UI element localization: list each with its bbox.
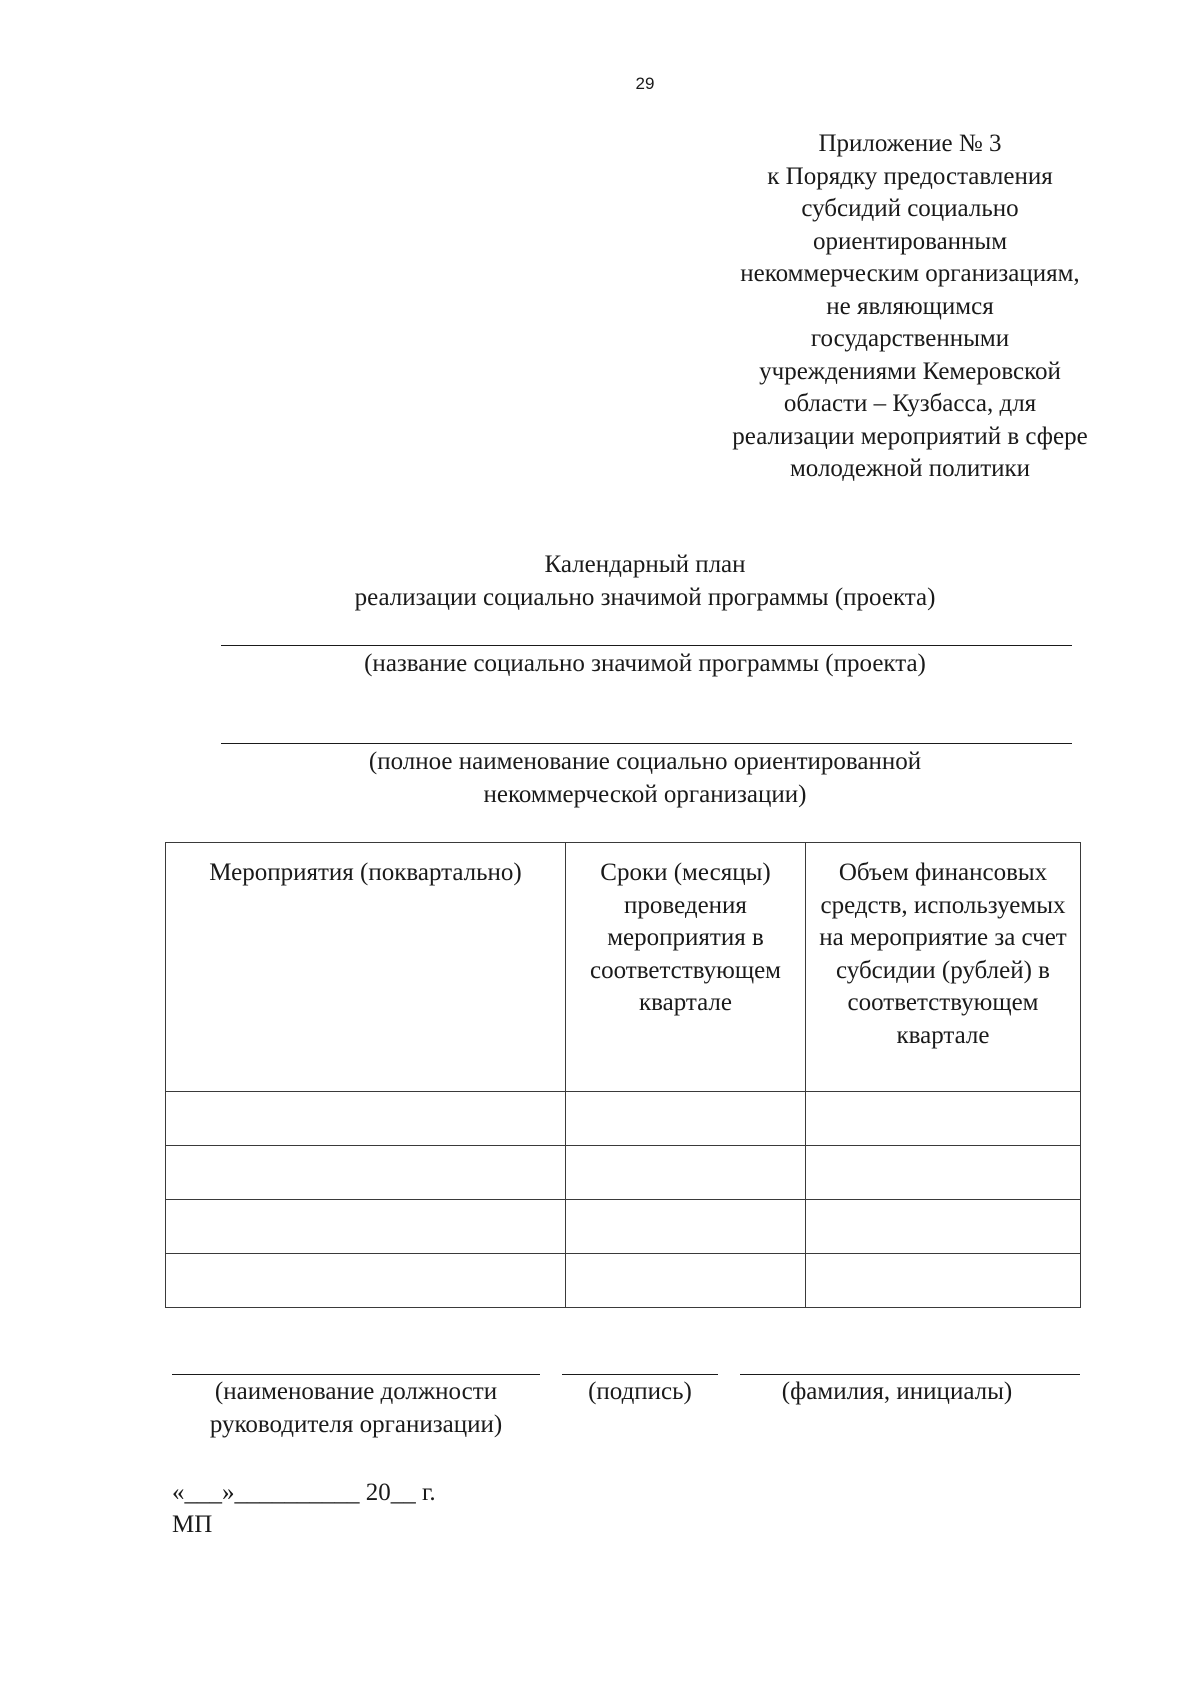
header-timing xyxy=(566,843,806,1092)
table-cell[interactable] xyxy=(166,1092,566,1146)
program-name-caption-text: (название социально значимой программы (проекта) xyxy=(364,650,926,677)
table-cell[interactable] xyxy=(806,1146,1081,1200)
header-funding-text: Объем финансовых средств, используемых на мероприятие за счет субсидии (рублей) в соответствующем квартале xyxy=(819,859,1067,1049)
table-row xyxy=(166,1200,1081,1254)
appendix-line: области – Кузбасса, для xyxy=(783,390,1037,417)
header-activities xyxy=(166,843,566,1092)
appendix-line: государственными xyxy=(810,325,1010,352)
position-fill-line[interactable] xyxy=(172,1374,540,1375)
table-row xyxy=(166,1092,1081,1146)
date-line[interactable]: «___»__________ 20__ г. xyxy=(172,1479,436,1506)
table-cell[interactable] xyxy=(166,1146,566,1200)
table-cell[interactable] xyxy=(166,1200,566,1254)
appendix-line: не являющимся xyxy=(826,292,994,320)
position-caption xyxy=(172,1376,540,1441)
table-cell[interactable] xyxy=(806,1254,1081,1308)
program-name-fill-line[interactable] xyxy=(221,645,1072,646)
table-header-row xyxy=(166,843,1081,1092)
organization-caption-line-2: некоммерческой организации) xyxy=(483,780,807,808)
organization-caption-line-1: (полное наименование социально ориентированной xyxy=(368,748,922,775)
header-funding xyxy=(806,843,1081,1092)
appendix-line: молодежной политики xyxy=(789,455,1031,482)
table-cell[interactable] xyxy=(566,1200,806,1254)
organization-name-caption xyxy=(0,746,1200,811)
name-caption xyxy=(727,1376,1067,1409)
appendix-line: ориентированным xyxy=(812,227,1008,255)
signature-caption-text: (подпись) xyxy=(588,1378,692,1405)
page-number: 29 xyxy=(635,74,655,93)
appendix-line: учреждениями Кемеровской xyxy=(759,357,1061,385)
organization-name-fill-line[interactable] xyxy=(221,743,1072,744)
name-caption-text: (фамилия, инициалы) xyxy=(781,1378,1013,1405)
appendix-heading xyxy=(700,128,1120,486)
table-cell[interactable] xyxy=(166,1254,566,1308)
appendix-line: к Порядку предоставления xyxy=(767,162,1053,190)
table-cell[interactable] xyxy=(806,1092,1081,1146)
appendix-line: Приложение № 3 xyxy=(818,130,1002,157)
table-cell[interactable] xyxy=(566,1092,806,1146)
signature-caption xyxy=(562,1376,718,1409)
header-timing-text: Сроки (месяцы) проведения мероприятия в соответствующем квартале xyxy=(590,859,781,1016)
table-cell[interactable] xyxy=(566,1254,806,1308)
stamp-placeholder: МП xyxy=(172,1511,213,1538)
program-name-caption xyxy=(0,648,1200,681)
name-fill-line[interactable] xyxy=(740,1374,1080,1375)
position-caption-line-1: (наименование должности xyxy=(214,1378,498,1405)
signature-fill-line[interactable] xyxy=(562,1374,718,1375)
title-line-2: реализации социально значимой программы (проекта) xyxy=(354,583,936,611)
position-caption-line-2: руководителя организации) xyxy=(209,1410,503,1438)
appendix-line: реализации мероприятий в сфере xyxy=(732,422,1088,450)
appendix-line: некоммерческим организациям, xyxy=(740,260,1080,287)
table-cell[interactable] xyxy=(806,1200,1081,1254)
appendix-line: субсидий социально xyxy=(801,195,1019,222)
table-row xyxy=(166,1254,1081,1308)
calendar-plan-table xyxy=(165,842,1081,1308)
header-activities-text: Мероприятия (поквартально) xyxy=(209,859,522,886)
title-line-1: Календарный план xyxy=(544,551,746,578)
document-title xyxy=(0,549,1200,614)
table-cell[interactable] xyxy=(566,1146,806,1200)
table-row xyxy=(166,1146,1081,1200)
